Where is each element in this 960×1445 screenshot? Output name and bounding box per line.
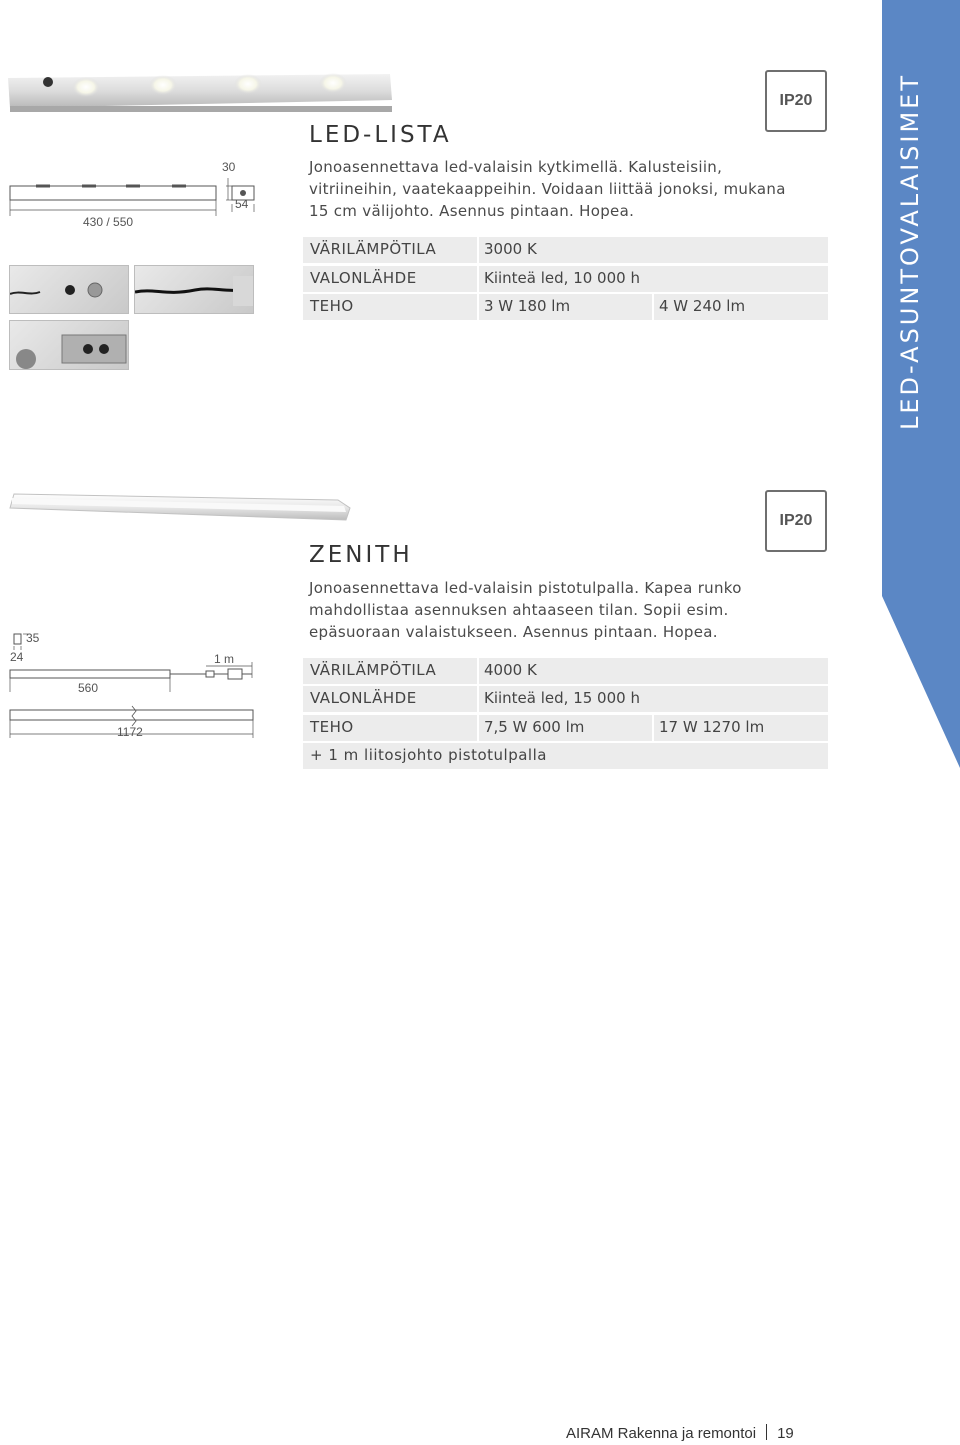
spec-label: TEHO bbox=[310, 718, 354, 736]
spec-value: 17 W 1270 lm bbox=[659, 718, 765, 736]
zenith-ip-badge: IP20 bbox=[765, 490, 827, 552]
zenith-spec-light-source bbox=[303, 686, 828, 712]
zenith-dim-short-length: 560 bbox=[78, 681, 99, 695]
led-lista-title: LED-LISTA bbox=[309, 122, 452, 148]
led-lista-product-image bbox=[8, 72, 394, 114]
spec-value: Kiinteä led, 10 000 h bbox=[484, 269, 640, 287]
spec-value: 4 W 240 lm bbox=[659, 297, 746, 315]
zenith-description: Jonoasennettava led-valaisin pistotulpalla. Kapea runko mahdollistaa asennuksen ahtaaseen tilan. Sopii esim. epäsuoraan valaistukseen. Asennus pintaan. Hopea. bbox=[309, 579, 742, 641]
led-lista-detail-photo-cable bbox=[134, 265, 254, 314]
led-lista-dim-length: 430 / 550 bbox=[83, 215, 134, 229]
spec-label: VALONLÄHDE bbox=[310, 269, 417, 287]
zenith-dim-long-length: 1172 bbox=[117, 725, 143, 739]
spec-value: 3000 K bbox=[484, 240, 537, 258]
spec-value: 4000 K bbox=[484, 661, 537, 679]
page-footer bbox=[566, 1424, 794, 1442]
led-lista-description: Jonoasennettava led-valaisin kytkimellä. Kalusteisiin, vitriineihin, vaatekaappeihin. Voidaan liittää jonoksi, mukana 15 cm välijohto. Asennus pintaan. Hopea. bbox=[309, 158, 786, 220]
page-number: 19 bbox=[777, 1425, 794, 1442]
spec-label: VALONLÄHDE bbox=[310, 689, 417, 707]
led-lista-dim-height: 30 bbox=[222, 160, 236, 174]
section-tab-label: LED-ASUNTOVALAISIMET bbox=[896, 72, 924, 430]
zenith-dim-height: 35 bbox=[26, 631, 40, 645]
led-lista-detail-photo-switch bbox=[9, 265, 129, 314]
led-lista-spec-light-source bbox=[303, 266, 828, 292]
footer-separator bbox=[766, 1424, 767, 1440]
led-lista-ip-badge: IP20 bbox=[765, 70, 827, 132]
spec-label: VÄRILÄMPÖTILA bbox=[310, 661, 437, 679]
zenith-spec-extra bbox=[303, 743, 828, 769]
spec-label: VÄRILÄMPÖTILA bbox=[310, 240, 437, 258]
led-lista-detail-photo-connector bbox=[9, 320, 129, 370]
footer-publisher: AIRAM Rakenna ja remontoi bbox=[566, 1425, 757, 1442]
led-lista-spec-power bbox=[303, 294, 828, 320]
spec-value: Kiinteä led, 15 000 h bbox=[484, 689, 640, 707]
zenith-spec-power bbox=[303, 715, 828, 741]
spec-label: TEHO bbox=[310, 297, 354, 315]
zenith-spec-color-temp bbox=[303, 658, 828, 684]
led-lista-dim-width: 54 bbox=[235, 197, 249, 211]
spec-value: 3 W 180 lm bbox=[484, 297, 571, 315]
spec-value: 7,5 W 600 lm bbox=[484, 718, 585, 736]
zenith-product-image bbox=[8, 490, 353, 524]
led-lista-spec-color-temp bbox=[303, 237, 828, 263]
zenith-dim-width: 24 bbox=[10, 650, 24, 664]
zenith-dim-cable: 1 m bbox=[214, 652, 235, 666]
zenith-title: ZENITH bbox=[309, 542, 413, 568]
spec-extra-text: + 1 m liitosjohto pistotulpalla bbox=[310, 746, 547, 764]
